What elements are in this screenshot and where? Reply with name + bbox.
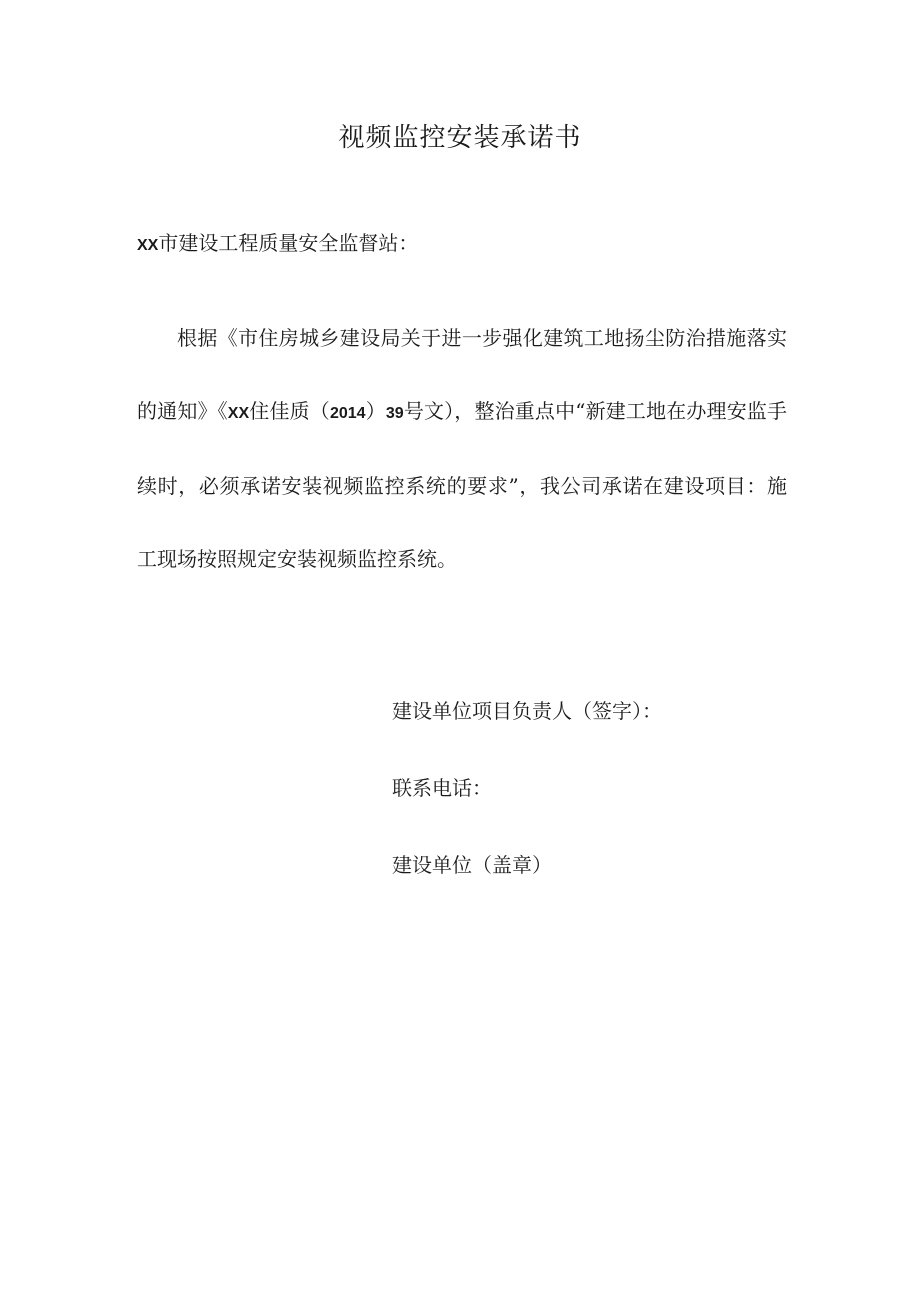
document-title: 视频监控安装承诺书 xyxy=(338,123,582,153)
salutation-prefix: XX xyxy=(137,237,159,254)
unit-seal-line: 建设单位（盖章） xyxy=(392,853,552,877)
body-part-2: 住佳质（ xyxy=(249,399,330,423)
salutation xyxy=(137,225,418,264)
body-part-4: 号文），整治重点中“新建工地在办理安监手续时，必须承诺安装视频监控系统的要求”，我公司承诺在建设项目：施工现场按照规定安装视频监控系统。 xyxy=(137,399,788,571)
contact-phone-line: 联系电话： xyxy=(392,776,492,800)
body-code-1: XX xyxy=(227,405,250,422)
body-part-1: 根据《市住房城乡建设局关于进一步强化建筑工地扬尘防治措施落实的通知》《 xyxy=(137,326,787,423)
body-code-3: 39 xyxy=(385,405,404,422)
body-code-2: 2014 xyxy=(329,405,366,422)
salutation-text: 市建设工程质量安全监督站： xyxy=(158,231,419,255)
body-part-3: ） xyxy=(365,399,386,423)
body-paragraph xyxy=(137,302,787,596)
responsible-person-signature-line: 建设单位项目负责人（签字）： xyxy=(392,699,662,723)
